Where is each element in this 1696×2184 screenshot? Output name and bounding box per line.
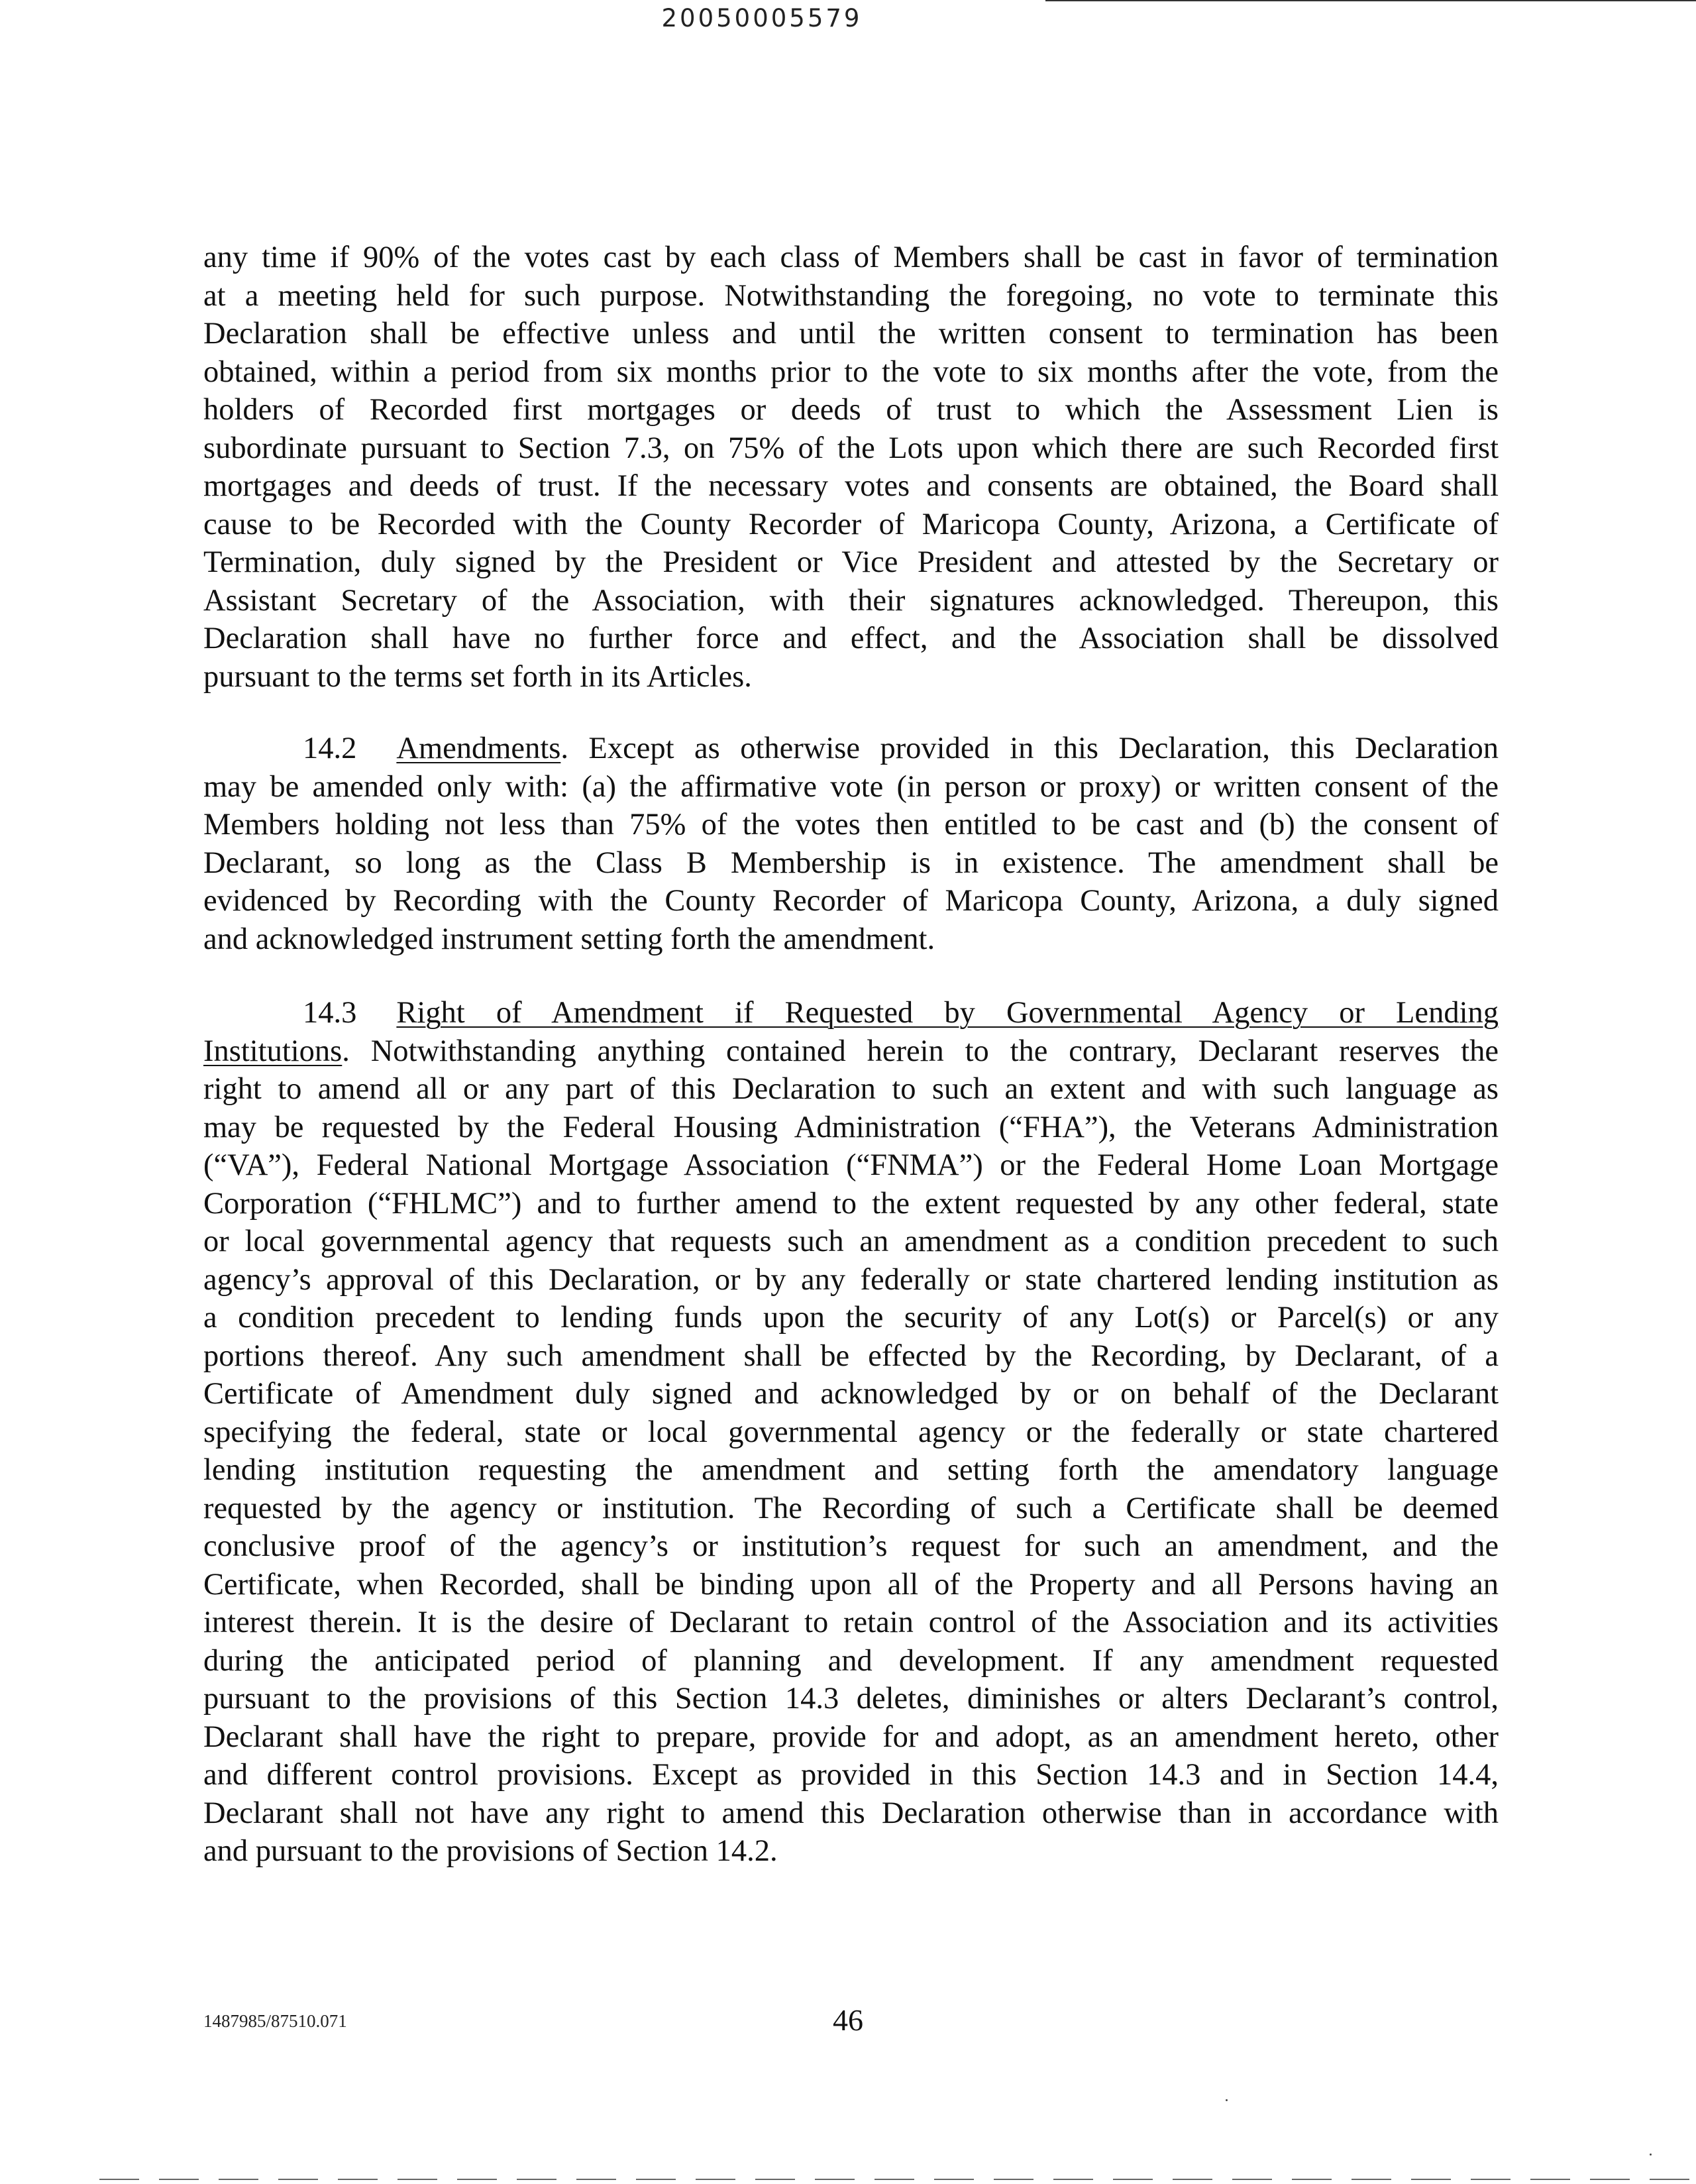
- section-first-line: [203, 730, 1499, 768]
- text-line: portions thereof. Any such amendment shall be effected by the Recording, by Declarant, of a: [203, 1338, 1499, 1373]
- text-line: and acknowledged instrument setting forth the amendment.: [203, 922, 935, 956]
- section-14-3-right-of-amendment: [203, 994, 1499, 1871]
- paragraph-termination-continued: [203, 239, 1499, 696]
- text-line: holders of Recorded first mortgages or deeds of trust to which the Assessment Lien is: [203, 393, 1499, 427]
- text-line: Declarant shall have the right to prepare, provide for and adopt, as an amendment hereto, other: [203, 1720, 1499, 1754]
- text-line: evidenced by Recording with the County Recorder of Maricopa County, Arizona, a duly signed: [203, 884, 1499, 918]
- text-line: pursuant to the terms set forth in its Articles.: [203, 659, 752, 694]
- section-number: 14.3: [303, 996, 357, 1030]
- text-line: a condition precedent to lending funds upon the security of any Lot(s) or Parcel(s) or any: [203, 1301, 1499, 1335]
- page-number: 46: [833, 2003, 863, 2037]
- section-second-line: [203, 1032, 1499, 1071]
- text-line: agency’s approval of this Declaration, or by any federally or state chartered lending institution as: [203, 1262, 1499, 1297]
- scan-speck: [1650, 2154, 1652, 2156]
- text-line: and different control provisions. Except as provided in this Section 14.3 and in Section 14.4,: [203, 1758, 1499, 1792]
- text-line: may be requested by the Federal Housing Administration (“FHA”), the Veterans Administration: [203, 1110, 1499, 1144]
- footer-document-id: 1487985/87510.071: [203, 2011, 347, 2031]
- text-line: and pursuant to the provisions of Section 14.2.: [203, 1834, 778, 1868]
- section-heading: Amendments: [396, 732, 561, 765]
- section-number: 14.2: [303, 732, 357, 765]
- section-heading-continued: Institutions: [203, 1034, 343, 1068]
- text-line: cause to be Recorded with the County Recorder of Maricopa County, Arizona, a Certificate of: [203, 507, 1499, 541]
- section-first-line: [203, 994, 1499, 1032]
- recording-number: 20050005579: [661, 4, 863, 32]
- text-line: Declaration shall have no further force and effect, and the Association shall be dissolved: [203, 622, 1499, 655]
- text-line: pursuant to the provisions of this Section 14.3 deletes, diminishes or alters Declarant’s control,: [203, 1682, 1499, 1716]
- text-run: . Notwithstanding anything contained herein to the contrary, Declarant reserves the: [342, 1034, 1499, 1068]
- text-run: . Except as otherwise provided in this Declaration, this Declaration: [560, 732, 1499, 765]
- text-line: at a meeting held for such purpose. Notwithstanding the foregoing, no vote to terminate this: [203, 278, 1499, 313]
- text-line: requested by the agency or institution. The Recording of such a Certificate shall be deemed: [203, 1491, 1499, 1525]
- text-line: Declaration shall be effective unless and until the written consent to termination has been: [203, 317, 1499, 351]
- text-line: any time if 90% of the votes cast by each class of Members shall be cast in favor of termination: [203, 241, 1499, 274]
- section-14-2-amendments: [203, 730, 1499, 958]
- text-line: (“VA”), Federal National Mortgage Association (“FNMA”) or the Federal Home Loan Mortgage: [203, 1148, 1499, 1182]
- text-line: right to amend all or any part of this Declaration to such an extent and with such language as: [203, 1072, 1499, 1106]
- text-line: interest therein. It is the desire of Declarant to retain control of the Association and its activities: [203, 1606, 1499, 1639]
- text-line: Declarant shall not have any right to amend this Declaration otherwise than in accordance with: [203, 1796, 1499, 1830]
- text-line: obtained, within a period from six months prior to the vote to six months after the vote, from the: [203, 355, 1499, 389]
- text-line: mortgages and deeds of trust. If the necessary votes and consents are obtained, the Board shall: [203, 469, 1499, 503]
- scan-speck: [1226, 2099, 1228, 2101]
- text-line: Certificate, when Recorded, shall be binding upon all of the Property and all Persons having an: [203, 1567, 1499, 1602]
- text-line: Corporation (“FHLMC”) and to further amend to the extent requested by any other federal, state: [203, 1186, 1499, 1221]
- text-line: subordinate pursuant to Section 7.3, on 75% of the Lots upon which there are such Recorded first: [203, 431, 1499, 465]
- text-line: Members holding not less than 75% of the votes then entitled to be cast and (b) the consent of: [203, 808, 1499, 842]
- text-line: may be amended only with: (a) the affirmative vote (in person or proxy) or written consent of the: [203, 769, 1499, 804]
- text-line: Assistant Secretary of the Association, with their signatures acknowledged. Thereupon, this: [203, 583, 1499, 618]
- text-line: lending institution requesting the amendment and setting forth the amendatory language: [203, 1453, 1499, 1487]
- text-line: Termination, duly signed by the President or Vice President and attested by the Secretary or: [203, 545, 1499, 579]
- bottom-scan-edge: [99, 2179, 1696, 2180]
- text-line: or local governmental agency that requests such an amendment as a condition precedent to such: [203, 1225, 1499, 1258]
- text-line: specifying the federal, state or local governmental agency or the federally or state chartered: [203, 1415, 1499, 1449]
- text-line: Certificate of Amendment duly signed and acknowledged by or on behalf of the Declarant: [203, 1377, 1499, 1411]
- text-line: during the anticipated period of planning and development. If any amendment requested: [203, 1643, 1499, 1678]
- text-line: conclusive proof of the agency’s or institution’s request for such an amendment, and the: [203, 1529, 1499, 1563]
- section-heading: Right of Amendment if Requested by Governmental Agency or Lending: [396, 996, 1499, 1030]
- text-line: Declarant, so long as the Class B Membership is in existence. The amendment shall be: [203, 846, 1499, 880]
- top-rule: [1045, 0, 1696, 1]
